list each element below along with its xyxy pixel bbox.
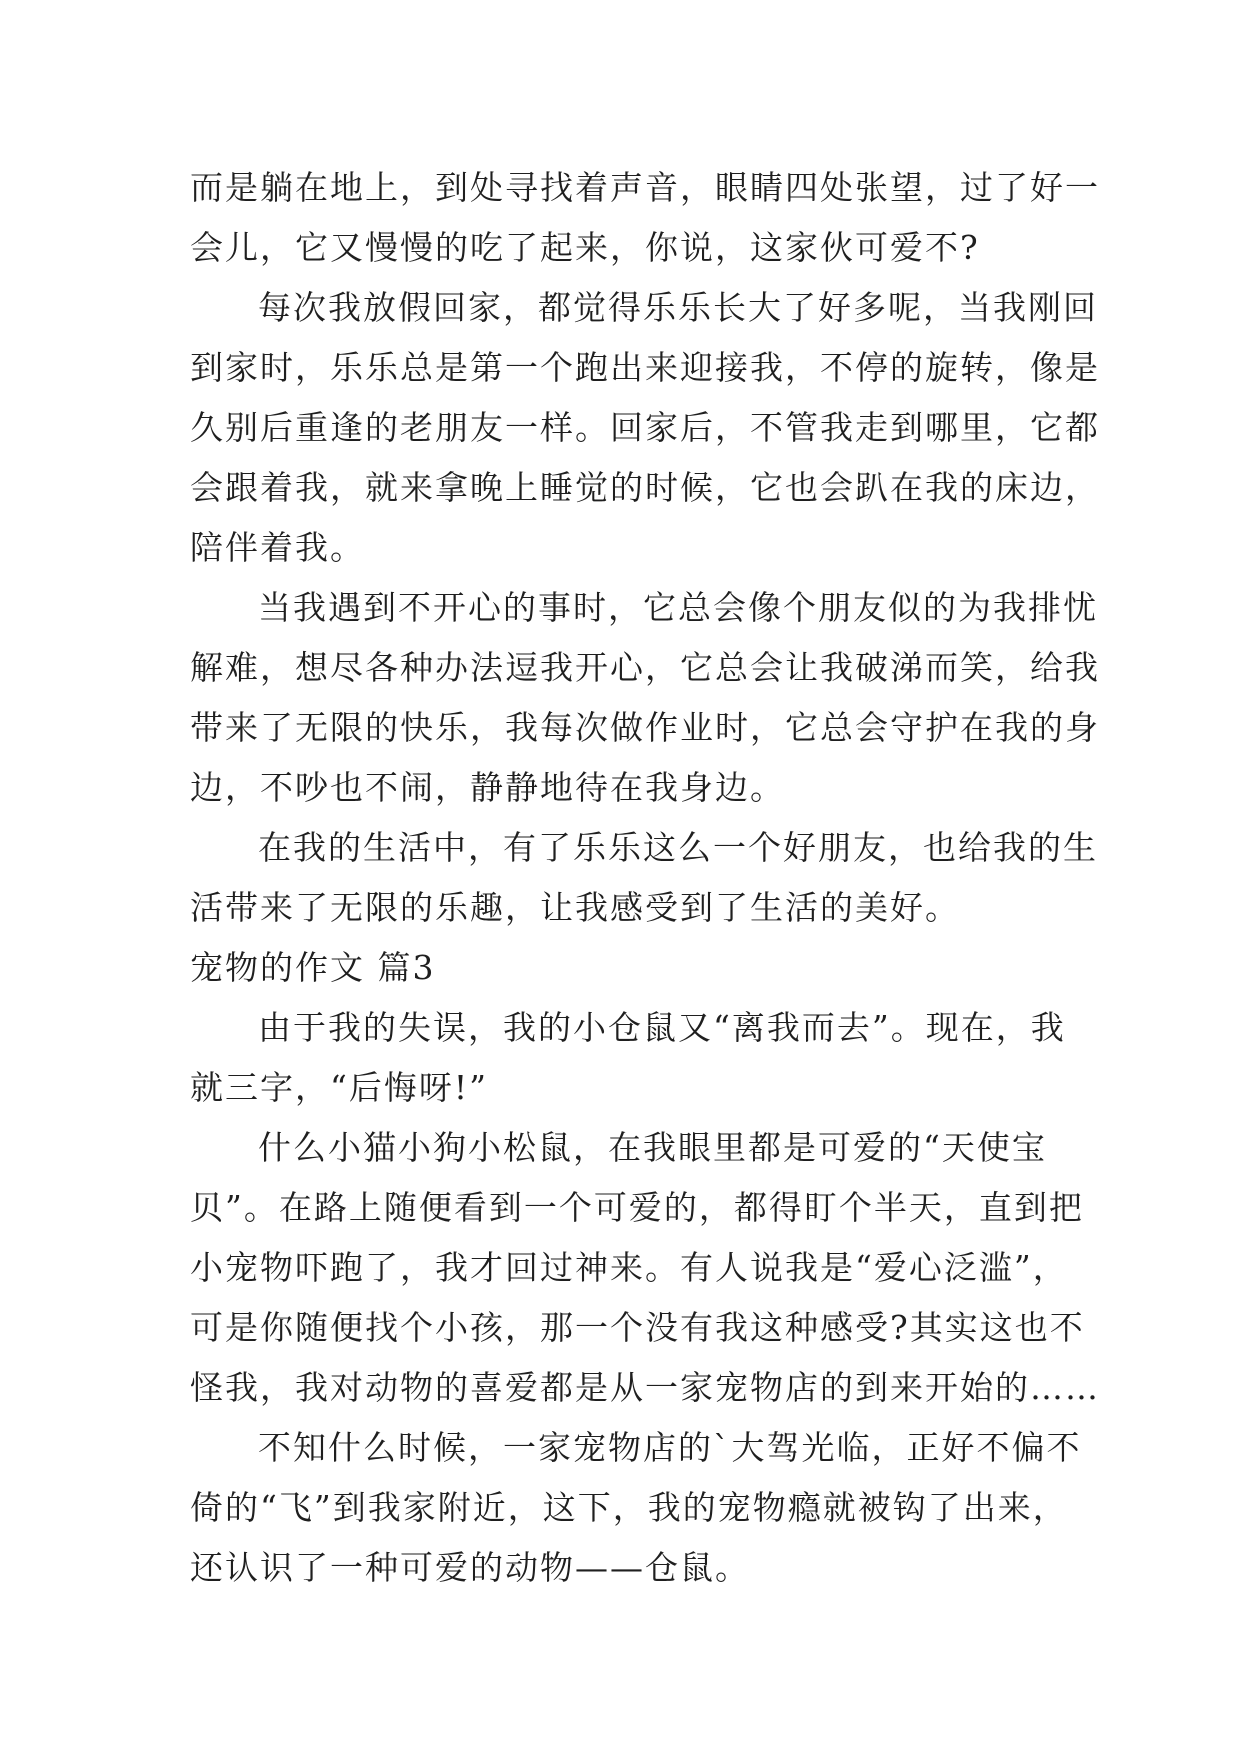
text-line: 会跟着我，就来拿晚上睡觉的时候，它也会趴在我的床边， <box>190 468 1100 507</box>
text-line: 带来了无限的快乐，我每次做作业时，它总会守护在我的身 <box>190 708 1100 747</box>
paragraph <box>190 998 1066 1118</box>
text-line: 还认识了一种可爱的动物——仓鼠。 <box>190 1548 750 1587</box>
section-heading <box>190 938 1050 998</box>
heading-text: 宠物的作文 篇3 <box>190 948 436 987</box>
text-line: 在我的生活中，有了乐乐这么一个好朋友，也给我的生 <box>258 828 1098 867</box>
text-line: 当我遇到不开心的事时，它总会像个朋友似的为我排忧 <box>258 588 1098 627</box>
text-line: 什么小猫小狗小松鼠，在我眼里都是可爱的“天使宝 <box>258 1128 1047 1167</box>
text-line: 小宠物吓跑了，我才回过神来。有人说我是“爱心泛滥”， <box>190 1248 1068 1287</box>
text-line: 解难，想尽各种办法逗我开心，它总会让我破涕而笑，给我 <box>190 648 1100 687</box>
text-line: 陪伴着我。 <box>190 528 365 567</box>
text-line: 到家时，乐乐总是第一个跑出来迎接我，不停的旋转，像是 <box>190 348 1100 387</box>
text-line: 怪我，我对动物的喜爱都是从一家宠物店的到来开始的…… <box>190 1368 1100 1407</box>
text-line: 不知什么时候，一家宠物店的`大驾光临，正好不偏不 <box>258 1428 1082 1467</box>
text-line: 久别后重逢的老朋友一样。回家后，不管我走到哪里，它都 <box>190 408 1100 447</box>
text-line: 会儿，它又慢慢的吃了起来，你说，这家伙可爱不? <box>190 228 980 267</box>
text-line: 活带来了无限的乐趣，让我感受到了生活的美好。 <box>190 888 960 927</box>
text-line: 就三字，“后悔呀!” <box>190 1068 489 1107</box>
paragraph <box>190 578 1100 818</box>
text-line: 而是躺在地上，到处寻找着声音，眼睛四处张望，过了好一 <box>190 168 1100 207</box>
text-line: 由于我的失误，我的小仓鼠又“离我而去”。现在，我 <box>258 1008 1066 1047</box>
document-body <box>190 158 1100 1598</box>
text-line: 边，不吵也不闹，静静地待在我身边。 <box>190 768 785 807</box>
paragraph <box>190 818 1098 938</box>
paragraph <box>190 1418 1082 1598</box>
text-line: 可是你随便找个小孩，那一个没有我这种感受?其实这也不 <box>190 1308 1085 1347</box>
text-line: 每次我放假回家，都觉得乐乐长大了好多呢，当我刚回 <box>258 288 1098 327</box>
paragraph <box>190 278 1100 578</box>
text-line: 贝”。在路上随便看到一个可爱的，都得盯个半天，直到把 <box>190 1188 1084 1227</box>
paragraph <box>190 158 1100 278</box>
paragraph <box>190 1118 1100 1418</box>
text-line: 倚的“飞”到我家附近，这下，我的宠物瘾就被钩了出来， <box>190 1488 1068 1527</box>
